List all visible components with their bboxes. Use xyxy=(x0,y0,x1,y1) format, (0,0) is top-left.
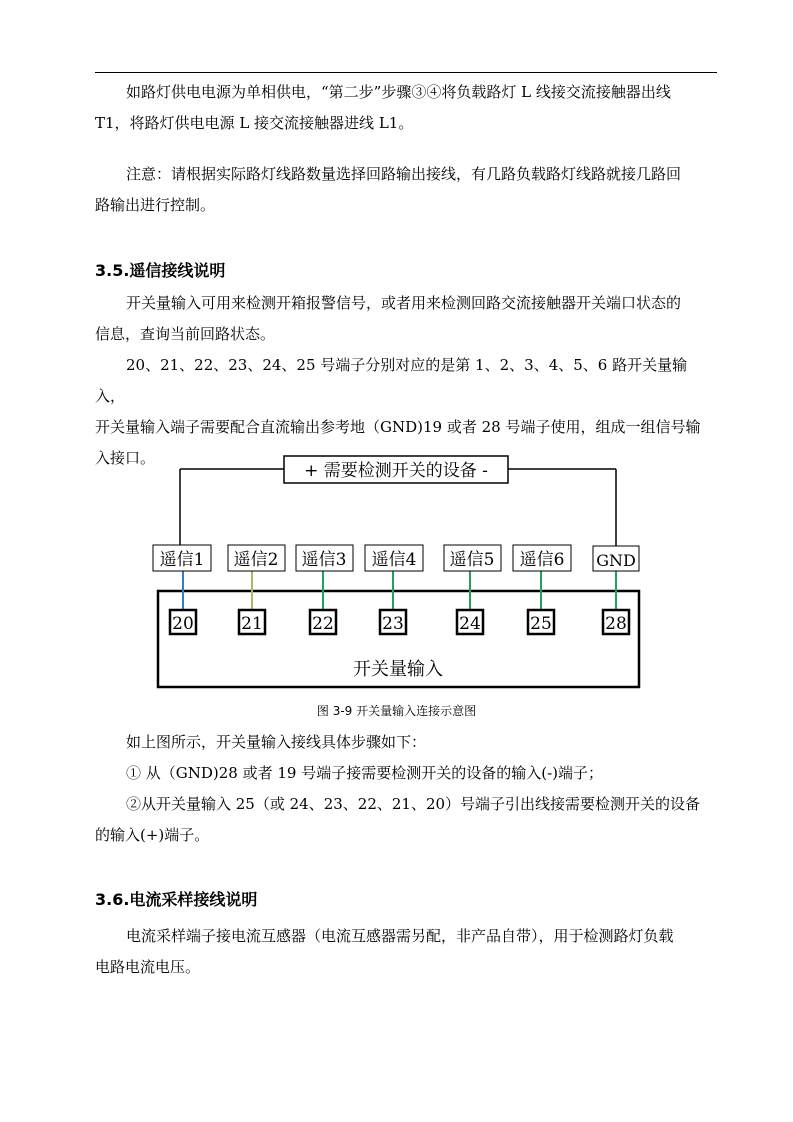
signal-label-5: 遥信5 xyxy=(449,550,495,570)
signal-label-3: 遥信3 xyxy=(301,550,347,570)
paragraph-current-sampling: 电流采样端子接电流互感器（电流互感器需另配，非产品自带），用于检测路灯负载 电路电流电压。 xyxy=(95,927,674,976)
terminal-28: 28 xyxy=(605,614,627,634)
signal-label-gnd: GND xyxy=(596,551,636,570)
paragraph-single-phase: 如路灯供电电源为单相供电，“第二步”步骤③④将负载路灯 L 线接交流接触器出线 T1，将路灯供电电源 L 接交流接触器进线 L1。 xyxy=(95,83,671,132)
paragraph-switch-input-purpose: 开关量输入可用来检测开箱报警信号，或者用来检测回路交流接触器开关端口状态的 信息，查询当前回路状态。 xyxy=(95,294,682,343)
figure-caption: 图 3-9 开关量输入连接示意图 xyxy=(316,704,477,718)
terminal-20: 20 xyxy=(172,614,194,634)
switch-input-diagram xyxy=(0,440,793,695)
section-heading-3-5: 3.5.遥信接线说明 xyxy=(95,261,226,280)
signal-label-2: 遥信2 xyxy=(233,550,279,570)
paragraph-step-1: ① 从（GND)28 或者 19 号端子接需要检测开关的设备的输入(-)端子； xyxy=(126,764,604,782)
terminal-22: 22 xyxy=(312,614,334,634)
terminal-24: 24 xyxy=(459,614,481,634)
paragraph-step-2: ②从开关量输入 25（或 24、23、22、21、20）号端子引出线接需要检测开关的设备 的输入(+)端子。 xyxy=(95,795,701,844)
terminal-21: 21 xyxy=(241,614,263,634)
paragraph-note: 注意：请根据实际路灯线路数量选择回路输出接线，有几路负载路灯线路就接几路回 路输出进行控制。 xyxy=(95,165,682,214)
switch-input-box-label: 开关量输入 xyxy=(353,659,443,680)
device-label: + 需要检测开关的设备 - xyxy=(304,461,488,481)
signal-label-4: 遥信4 xyxy=(371,550,417,570)
paragraph-terminal-mapping: 20、21、22、23、24、25 号端子分别对应的是第 1、2、3、4、5、6 路开关量输入， 开关量输入端子需要配合直流输出参考地（GND)19 或者 28 号端子使用，组成一组信号输 入接口。 xyxy=(95,356,701,467)
section-heading-3-6: 3.6.电流采样接线说明 xyxy=(95,890,258,909)
terminal-25: 25 xyxy=(530,614,552,634)
paragraph-steps-intro: 如上图所示，开关量输入接线具体步骤如下： xyxy=(126,733,427,751)
header-rule xyxy=(95,72,717,73)
terminal-23: 23 xyxy=(382,614,404,634)
signal-label-6: 遥信6 xyxy=(519,550,565,570)
signal-label-1: 遥信1 xyxy=(159,550,205,570)
